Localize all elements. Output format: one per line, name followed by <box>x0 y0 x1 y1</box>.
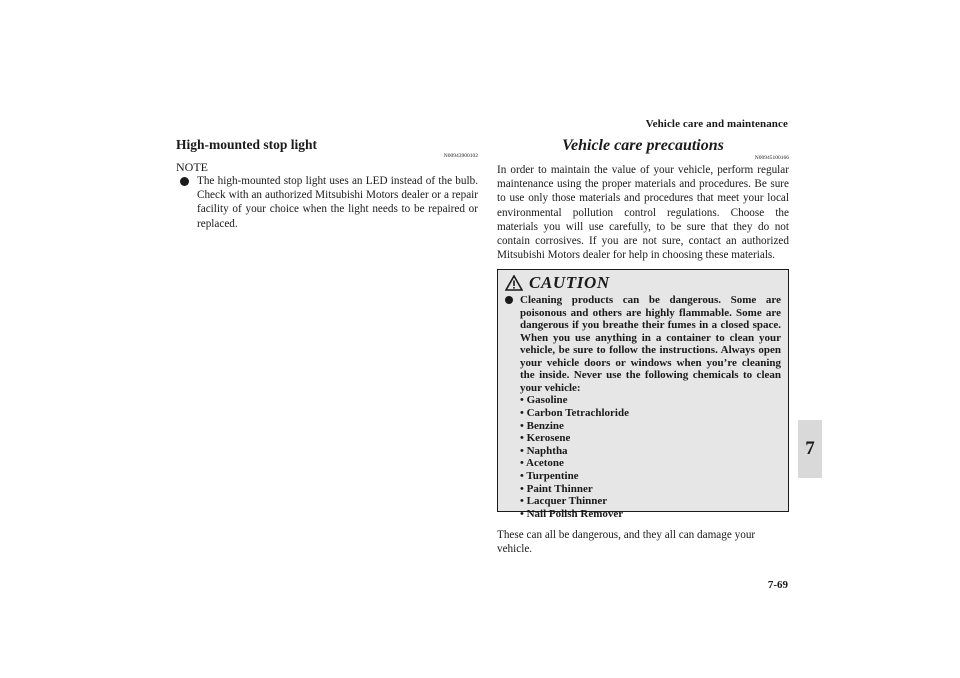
note-label: NOTE <box>176 160 208 174</box>
chapter-tab <box>798 420 822 478</box>
chemical-list <box>520 394 781 520</box>
warning-triangle-icon <box>505 275 523 291</box>
list-item: • Benzine <box>520 419 564 432</box>
list-item: • Nail Polish Remover <box>520 507 624 520</box>
note-item <box>176 174 478 231</box>
page-number: 7-69 <box>767 579 788 591</box>
list-item: • Lacquer Thinner <box>520 495 608 508</box>
list-item: • Kerosene <box>520 432 571 445</box>
bullet-icon <box>505 296 513 304</box>
closing-paragraph: These can all be dangerous, and they all can damage your vehicle. <box>497 529 756 556</box>
list-item: • Gasoline <box>520 394 568 407</box>
list-item: • Carbon Tetrachloride <box>520 407 629 420</box>
section-code: N00943900102 <box>443 153 478 159</box>
list-item: • Paint Thinner <box>520 482 593 495</box>
running-header: Vehicle care and maintenance <box>645 118 788 130</box>
list-item: • Turpentine <box>520 469 579 482</box>
caution-header <box>505 272 781 294</box>
section-code: N00945100166 <box>754 155 789 161</box>
list-item: • Acetone <box>520 457 564 470</box>
section-heading: High-mounted stop light <box>176 137 318 152</box>
caution-label: CAUTION <box>529 273 610 293</box>
bullet-icon <box>180 177 189 186</box>
intro-paragraph: In order to maintain the value of your vehicle, perform regular maintenance using the proper materials and procedures. Be sure to use only those materials and procedures that meet your local environmental pollution control regulations. Choose the materials you will use carefully, to be sure that they do not contain corrosives. If you are not sure, contact an authorized Mitsubishi Motors dealer for help in choosing these materials. <box>497 164 789 262</box>
right-column <box>497 136 789 556</box>
note-text: The high-mounted stop light uses an LED instead of the bulb. Check with an authorized Mitsubishi Motors dealer or a repair facility of your choice when the light needs to be repaired or replaced. <box>197 175 478 230</box>
list-item: • Naphtha <box>520 444 568 457</box>
section-title: Vehicle care precautions <box>562 137 724 154</box>
chapter-number: 7 <box>805 438 815 459</box>
caution-text: Cleaning products can be dangerous. Some are poisonous and others are highly flammable. Some are dangerous if you breathe their fumes in a closed space. When you use anything in a container to clean your vehicle, be sure to follow the instructions. Always open your vehicle doors or windows when you’re cleaning the inside. Never use the following chemicals to clean your vehicle: <box>520 294 781 394</box>
caution-item <box>505 294 781 520</box>
caution-box <box>497 269 789 520</box>
left-column <box>176 136 478 231</box>
